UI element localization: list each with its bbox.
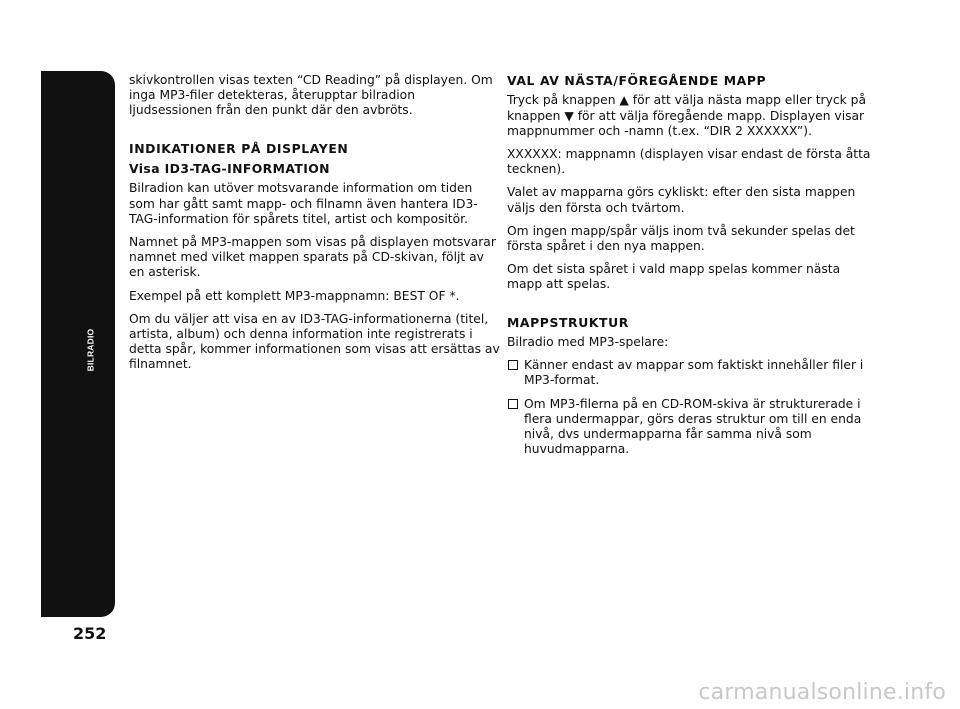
paragraph: Om det sista spåret i vald mapp spelas kommer nästa mapp att spelas. — [507, 262, 841, 292]
list-item-text: Känner endast av mappar som faktiskt innehåller filer i MP3-format. — [524, 358, 864, 388]
paragraph: Valet av mapparna görs cykliskt: efter den sista mappen väljs den första och tvärtom. — [507, 185, 856, 215]
folder-structure-intro: Bilradio med MP3-spelare: — [507, 335, 669, 350]
section-label: BILRADIO — [85, 328, 95, 372]
checkbox-bullet-icon — [508, 360, 518, 370]
list-item — [507, 397, 872, 458]
paragraph: XXXXXX: mappnamn (displayen visar endast de första åtta tecknen). — [507, 147, 871, 177]
folder-structure-heading: MAPPSTRUKTUR — [507, 314, 629, 330]
paragraph: Exempel på ett komplett MP3-mappnamn: BEST OF *. — [129, 288, 460, 303]
list-item-text: Om MP3-filerna på en CD-ROM-skiva är strukturerade i flera undermappar, görs deras struktur om till en enda nivå, dvs undermapparna får samma nivå som huvudmapparna. — [524, 396, 862, 457]
checkbox-bullet-icon — [508, 399, 518, 409]
right-column — [507, 73, 872, 465]
intro-paragraph: skivkontrollen visas texten “CD Reading” på displayen. Om inga MP3-filer detekteras, återupptar bilradion ljudsessionen från den punkt där den avbröts. — [129, 73, 493, 118]
page-number: 252 — [73, 624, 107, 643]
id3-tag-subheading: Visa ID3-TAG-INFORMATION — [129, 161, 330, 177]
section-tab — [80, 330, 100, 370]
paragraph: Namnet på MP3-mappen som visas på displayen motsvarar namnet med vilket mappen sparats på CD-skivan, följt av en asterisk. — [129, 235, 496, 280]
left-column — [129, 73, 501, 381]
display-indications-heading: INDIKATIONER PÅ DISPLAYEN — [129, 140, 349, 156]
paragraph: Tryck på knappen ▲ för att välja nästa mapp eller tryck på knappen ▼ för att välja föregående mapp. Displayen visar mappnummer och -namn (t.ex. “DIR 2 XXXXXX”). — [507, 93, 867, 138]
paragraph: Bilradion kan utöver motsvarande information om tiden som har gått samt mapp- och filnamn även hantera ID3-TAG-information för spårets titel, artist och kompositör. — [129, 181, 478, 226]
list-item — [507, 358, 872, 388]
paragraph: Om ingen mapp/spår väljs inom två sekunder spelas det första spåret i den nya mappen. — [507, 223, 855, 254]
folder-selection-heading: VAL AV NÄSTA/FÖREGÅENDE MAPP — [507, 73, 767, 88]
section-sidebar — [41, 71, 115, 617]
paragraph: Om du väljer att visa en av ID3-TAG-informationerna (titel, artista, album) och denna information inte registrerats i detta spår, kommer informationen som visas att ersättas av filnamnet. — [129, 311, 500, 372]
watermark: carmanualsonline.info — [698, 680, 946, 705]
